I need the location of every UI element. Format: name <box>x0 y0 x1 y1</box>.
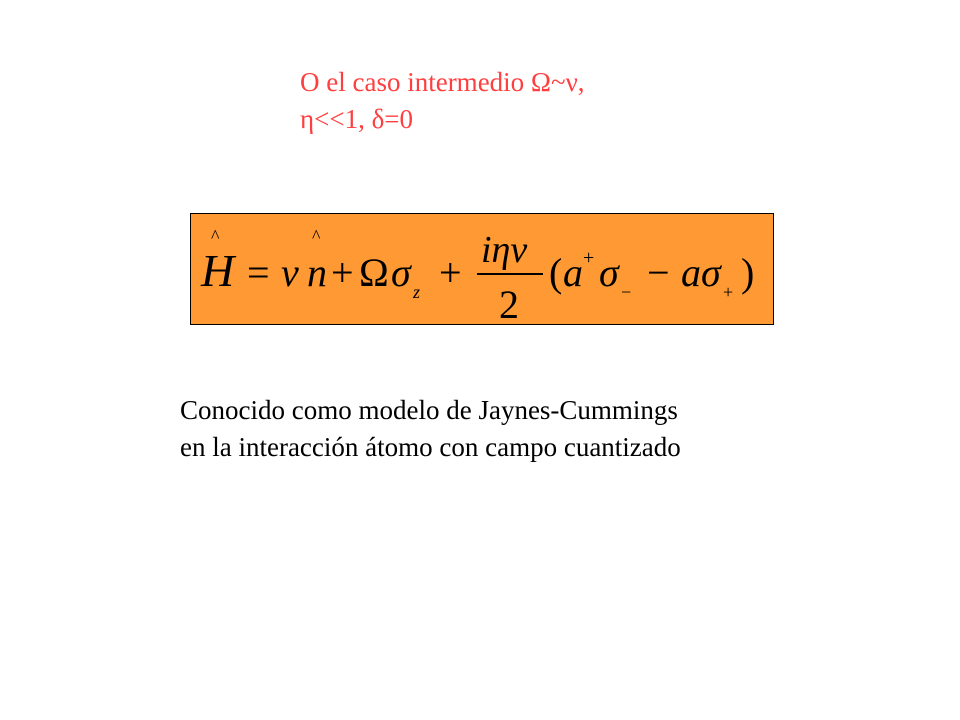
sigma-plus-subscript: + <box>723 282 734 302</box>
description-line-1: Conocido como modelo de Jaynes-Cummings <box>180 395 678 425</box>
hat-over-h: ^ <box>211 226 220 246</box>
fraction-numerator: iην <box>481 229 528 271</box>
intro-line-2: η<<1, δ=0 <box>300 104 414 134</box>
sigma-z-subscript: z <box>413 282 421 302</box>
intro-line-1: O el caso intermedio Ω~ν, <box>300 67 585 97</box>
sigma-plus-symbol: σ <box>701 250 721 295</box>
creation-superscript: + <box>583 247 595 269</box>
intro-text <box>300 64 820 138</box>
annihilation-operator: a <box>681 250 701 295</box>
description-line-2: en la interacción átomo con campo cuantizado <box>180 432 681 462</box>
sigma-minus-symbol: σ <box>599 250 619 295</box>
minus-sign: − <box>647 250 670 295</box>
open-parenthesis: ( <box>549 250 563 295</box>
nu-symbol: ν <box>281 250 299 295</box>
close-parenthesis: ) <box>741 250 755 295</box>
hat-over-n: ^ <box>312 226 321 246</box>
plus-sign-2: + <box>439 250 462 295</box>
number-operator: n <box>307 250 327 295</box>
equals-sign: = <box>247 250 270 295</box>
sigma-minus-subscript: − <box>621 282 632 302</box>
description-text <box>180 392 900 466</box>
sigma-z-symbol: σ <box>391 250 411 295</box>
plus-sign-1: + <box>331 250 354 295</box>
hamiltonian-equation-box <box>190 213 774 325</box>
hamiltonian-equation <box>191 214 775 326</box>
creation-operator: a <box>563 250 583 295</box>
hamiltonian-symbol: H <box>201 245 235 296</box>
fraction-denominator: 2 <box>499 282 519 326</box>
omega-symbol: Ω <box>359 250 389 295</box>
